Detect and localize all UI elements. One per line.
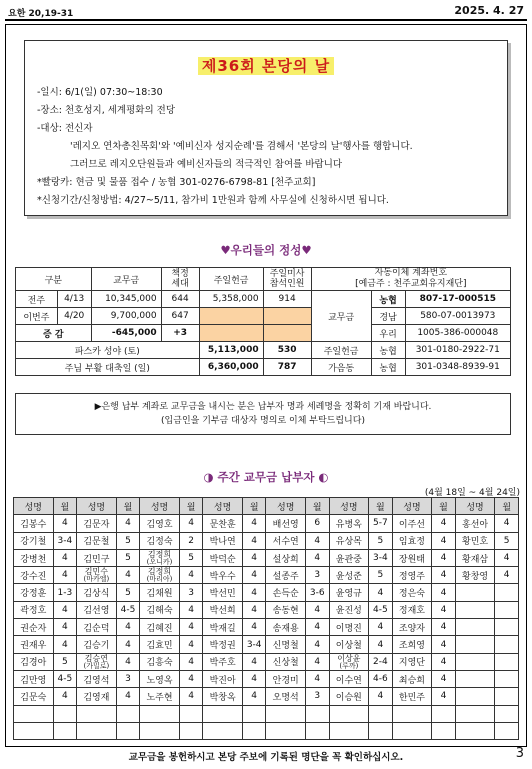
- payer-name: [455, 653, 495, 670]
- payers-period: (4월 18일 ~ 4월 24일): [424, 488, 520, 498]
- payer-name: [455, 636, 495, 653]
- payer-name: [329, 722, 369, 739]
- payer-name: 김승기: [77, 636, 117, 653]
- payer-name: 김흥숙: [140, 653, 180, 670]
- payer-name: [77, 722, 117, 739]
- header-rule: [5, 19, 527, 21]
- payer-name: 김효민: [140, 636, 180, 653]
- col-month: 월: [432, 498, 456, 515]
- payer-month: 4: [179, 688, 203, 705]
- payer-month: 4: [242, 549, 266, 566]
- event-donation: *빨랑카: 현금 및 물품 접수 / 농협 301-0276-6798-81 [천주교회]: [37, 177, 316, 188]
- payer-month: 1-3: [53, 584, 77, 601]
- payer-name: [455, 705, 495, 722]
- payer-month: 2: [179, 532, 203, 549]
- col-households: 책정 세대: [161, 268, 199, 291]
- payer-month: 5: [116, 532, 140, 549]
- payer-name: [77, 705, 117, 722]
- payer-name: 손득순: [266, 584, 306, 601]
- payer-month: [53, 705, 77, 722]
- payer-name: 김채원: [140, 584, 180, 601]
- payer-name: 김승연 (가밀로): [77, 653, 117, 670]
- offering-table: [15, 267, 511, 376]
- col-auto-transfer: 자동이체 계좌번호 [예금주 : 천주교회유지재단]: [311, 268, 510, 291]
- payer-name: 김선영: [77, 601, 117, 618]
- easter-vigil-row: 파스카 성야 (토) 5,113,000 530 주일헌금 농협 301-0180-2922-71: [16, 342, 511, 359]
- col-name: 성명: [14, 498, 54, 515]
- payer-row: [14, 567, 519, 584]
- payer-name: [455, 722, 495, 739]
- payer-name: 김영호: [140, 515, 180, 532]
- payer-name: 강기철: [14, 532, 54, 549]
- payer-month: 3: [179, 584, 203, 601]
- payer-month: 5-7: [369, 515, 393, 532]
- payer-name: 이명진: [329, 619, 369, 636]
- payer-month: [116, 722, 140, 739]
- payer-month: 5: [116, 584, 140, 601]
- payer-month: [369, 705, 393, 722]
- payer-month: 3-4: [53, 532, 77, 549]
- event-description: '레지오 연차총친목회'와 '예비신자 성지순례'를 겸해서 '본당의 날'행사를 행합니다.: [70, 141, 413, 152]
- bulletin-date: 2025. 4. 27: [454, 4, 524, 17]
- event-registration: *신청기간/신청방법: 4/27~5/11, 참가비 1만원과 함께 사무실에 신청하시면 됩니다.: [37, 195, 389, 206]
- payer-name: 윤성준: [329, 567, 369, 584]
- payer-month: 4: [306, 601, 330, 618]
- event-details: [37, 84, 413, 210]
- payer-month: 4: [53, 515, 77, 532]
- payer-month: 4: [242, 653, 266, 670]
- payer-name: 박우수: [203, 567, 243, 584]
- payer-name: [455, 688, 495, 705]
- payer-month: 3-6: [306, 584, 330, 601]
- event-notice-box: [24, 40, 508, 216]
- payer-name: 김봉수: [14, 515, 54, 532]
- payer-month: 4: [369, 619, 393, 636]
- payer-month: 4: [242, 584, 266, 601]
- payer-row: [14, 601, 519, 618]
- offering-row-change: 증 감 -645,000 +3 우리 1005-386-000048: [16, 325, 511, 342]
- payer-name: 권재우: [14, 636, 54, 653]
- payer-name: 노주현: [140, 688, 180, 705]
- payer-name: [14, 722, 54, 739]
- payer-row: [14, 584, 519, 601]
- payer-name: [392, 722, 432, 739]
- gospel-reference: 요한 20,19-31: [8, 9, 74, 19]
- payer-month: 4: [432, 670, 456, 687]
- payer-month: 4: [116, 653, 140, 670]
- payer-name: 강수진: [14, 567, 54, 584]
- payer-name: [455, 670, 495, 687]
- payer-month: 4: [306, 619, 330, 636]
- payer-month: 4: [432, 567, 456, 584]
- payer-name: 문찬훈: [203, 515, 243, 532]
- payer-month: 2-4: [369, 653, 393, 670]
- payer-name: [266, 722, 306, 739]
- col-name: 성명: [392, 498, 432, 515]
- payer-name: 김문자: [77, 515, 117, 532]
- payer-month: 4: [242, 567, 266, 584]
- payer-month: 5: [369, 567, 393, 584]
- payer-month: [495, 705, 519, 722]
- payer-month: 5: [495, 532, 519, 549]
- col-mass-attendance: 주일미사 참석인원: [263, 268, 311, 291]
- payer-name: 김문숙: [14, 688, 54, 705]
- payer-month: [242, 722, 266, 739]
- payer-name: 권순자: [14, 619, 54, 636]
- event-target: -대상: 전신자: [37, 123, 93, 134]
- payer-name: 김문철: [77, 532, 117, 549]
- payer-month: 4: [495, 567, 519, 584]
- payer-name: 박선희: [203, 601, 243, 618]
- col-category: 구분: [16, 268, 92, 291]
- payer-name: 박덕순: [203, 549, 243, 566]
- payer-name: [266, 705, 306, 722]
- payer-name: 정은숙: [392, 584, 432, 601]
- payer-month: 6: [306, 515, 330, 532]
- payer-name: 정영주: [392, 567, 432, 584]
- payer-month: 4: [306, 670, 330, 687]
- payer-month: 5: [116, 549, 140, 566]
- payer-row: [14, 636, 519, 653]
- payer-name: 김혜진: [140, 619, 180, 636]
- payer-month: [432, 722, 456, 739]
- payer-month: 4: [242, 619, 266, 636]
- payer-name: 이주선: [392, 515, 432, 532]
- payer-name: 유병옥: [329, 515, 369, 532]
- payer-month: [306, 705, 330, 722]
- payer-row: [14, 532, 519, 549]
- payers-table: [13, 497, 519, 740]
- payer-name: 김민수 (마카엘): [77, 567, 117, 584]
- payer-name: 장원태: [392, 549, 432, 566]
- payer-month: 4: [242, 532, 266, 549]
- payer-row: [14, 549, 519, 566]
- col-month: 월: [369, 498, 393, 515]
- payer-month: [306, 722, 330, 739]
- payment-note: ▶은행 납부 계좌로 교무금을 내시는 분은 납부자 명과 세례명을 정확히 기재 바랍니다. (입금인을 기부금 대상자 명의로 이체 부탁드립니다): [15, 393, 511, 435]
- payer-month: 4: [53, 567, 77, 584]
- payer-name: 송재용: [266, 619, 306, 636]
- payer-month: 4: [179, 670, 203, 687]
- payer-name: 김경아: [14, 653, 54, 670]
- payer-name: 김정희 (마리아): [140, 567, 180, 584]
- payer-month: 4-5: [53, 670, 77, 687]
- payer-name: 송동현: [266, 601, 306, 618]
- payer-month: 4: [53, 619, 77, 636]
- payer-name: 윤영규: [329, 584, 369, 601]
- payer-name: 박나연: [203, 532, 243, 549]
- payer-month: 4: [369, 584, 393, 601]
- payer-month: 3: [116, 670, 140, 687]
- payer-month: [53, 722, 77, 739]
- payer-month: 4: [242, 515, 266, 532]
- payer-name: 강정훈: [14, 584, 54, 601]
- payer-month: 3-4: [242, 636, 266, 653]
- payer-name: 노영옥: [140, 670, 180, 687]
- col-name: 성명: [266, 498, 306, 515]
- payer-month: [179, 705, 203, 722]
- offering-section-title: ♥우리들의 정성♥: [220, 243, 312, 257]
- payer-month: 4: [53, 601, 77, 618]
- payer-row: [14, 722, 519, 739]
- payer-name: 임효정: [392, 532, 432, 549]
- payer-month: 4: [495, 515, 519, 532]
- payer-month: [369, 722, 393, 739]
- col-gyomugeum: 교무금: [91, 268, 161, 291]
- payer-name: 김상식: [77, 584, 117, 601]
- payer-month: [116, 705, 140, 722]
- payer-name: 황재삼: [455, 549, 495, 566]
- payer-name: 김민구: [77, 549, 117, 566]
- payer-month: 4: [432, 584, 456, 601]
- col-name: 성명: [77, 498, 117, 515]
- event-request: 그러므로 레지오단원들과 예비신자들의 적극적인 참여를 바랍니다: [70, 159, 343, 170]
- payer-month: 4: [179, 567, 203, 584]
- gyomu-account-label: 교무금: [311, 291, 371, 342]
- payer-name: 김정숙: [140, 532, 180, 549]
- payer-month: 4: [432, 549, 456, 566]
- payer-month: 4: [116, 515, 140, 532]
- col-name: 성명: [140, 498, 180, 515]
- payer-month: 4: [179, 619, 203, 636]
- payer-month: 4: [432, 653, 456, 670]
- payer-month: 4: [432, 515, 456, 532]
- payer-name: 박선민: [203, 584, 243, 601]
- payer-month: 4: [369, 636, 393, 653]
- payer-month: 4-5: [116, 601, 140, 618]
- payer-name: 안경미: [266, 670, 306, 687]
- payer-month: 4: [116, 567, 140, 584]
- payer-month: [432, 705, 456, 722]
- payer-name: 김순덕: [77, 619, 117, 636]
- col-sunday-offering: 주일헌금: [199, 268, 263, 291]
- payer-month: 5: [53, 653, 77, 670]
- payer-month: 3: [306, 567, 330, 584]
- payer-name: 윤관중: [329, 549, 369, 566]
- payer-row: [14, 515, 519, 532]
- col-month: 월: [179, 498, 203, 515]
- payer-month: 4: [432, 601, 456, 618]
- payer-month: [495, 688, 519, 705]
- col-name: 성명: [329, 498, 369, 515]
- payer-row: [14, 688, 519, 705]
- payer-month: 3: [306, 688, 330, 705]
- payer-name: 박정권: [203, 636, 243, 653]
- col-name: 성명: [203, 498, 243, 515]
- payer-name: 지영단: [392, 653, 432, 670]
- payer-month: 4: [179, 636, 203, 653]
- payer-month: 4: [179, 653, 203, 670]
- payer-month: 4: [432, 619, 456, 636]
- payer-month: 4: [179, 601, 203, 618]
- payer-name: [392, 705, 432, 722]
- payer-name: [455, 601, 495, 618]
- payer-name: 정재호: [392, 601, 432, 618]
- payer-name: [140, 722, 180, 739]
- payer-row: [14, 670, 519, 687]
- col-month: 월: [116, 498, 140, 515]
- payer-month: 4: [369, 688, 393, 705]
- payer-name: [203, 722, 243, 739]
- col-month: 월: [495, 498, 519, 515]
- payer-month: [495, 670, 519, 687]
- payer-name: 서수연: [266, 532, 306, 549]
- payer-name: 김정희 (오니카): [140, 549, 180, 566]
- payer-name: 황민호: [455, 532, 495, 549]
- payer-name: 황창영: [455, 567, 495, 584]
- payer-month: 4: [242, 688, 266, 705]
- payer-row: [14, 653, 519, 670]
- event-place: -장소: 천호성지, 세계평화의 전당: [37, 105, 176, 116]
- payer-name: 이수연: [329, 670, 369, 687]
- payer-month: [495, 601, 519, 618]
- event-date: -일시: 6/1(일) 07:30~18:30: [37, 87, 163, 98]
- payer-name: 이상철: [329, 636, 369, 653]
- payer-month: 4: [53, 549, 77, 566]
- payer-name: 조양자: [392, 619, 432, 636]
- page-number: 3: [515, 746, 524, 761]
- offering-row-previous: 전주 4/13 10,345,000 644 5,358,000 914 교무금 농협 807-17-000515: [16, 291, 511, 308]
- payer-month: 4: [179, 515, 203, 532]
- payer-name: [455, 619, 495, 636]
- payer-month: [179, 722, 203, 739]
- payer-name: 조희영: [392, 636, 432, 653]
- payer-name: 오명석: [266, 688, 306, 705]
- payer-month: 4: [306, 532, 330, 549]
- col-month: 월: [306, 498, 330, 515]
- payer-month: [495, 722, 519, 739]
- payer-name: 설종주: [266, 567, 306, 584]
- payer-month: 4: [116, 619, 140, 636]
- payer-month: 5: [369, 532, 393, 549]
- payer-name: 이상윤 (루까): [329, 653, 369, 670]
- payer-name: 홍선아: [455, 515, 495, 532]
- payer-name: 강병천: [14, 549, 54, 566]
- payer-name: 곽정호: [14, 601, 54, 618]
- payer-name: 박창옥: [203, 688, 243, 705]
- payer-month: 4: [116, 636, 140, 653]
- payer-name: 유상목: [329, 532, 369, 549]
- footer-note: 교무금을 봉헌하시고 본당 주보에 기록된 명단을 꼭 확인하십시오.: [128, 752, 404, 763]
- easter-sunday-row: 주님 부활 대축일 (일) 6,360,000 787 가음동 농협 301-0348-8939-91: [16, 359, 511, 376]
- col-month: 월: [53, 498, 77, 515]
- payer-month: 4: [116, 688, 140, 705]
- payer-month: 4: [242, 670, 266, 687]
- offering-row-current: 이번주 4/20 9,700,000 647 경남 580-07-0013973: [16, 308, 511, 325]
- payer-name: 설상희: [266, 549, 306, 566]
- payer-name: 박재길: [203, 619, 243, 636]
- payer-name: 한민주: [392, 688, 432, 705]
- payer-name: [203, 705, 243, 722]
- payer-name: 배선영: [266, 515, 306, 532]
- payer-name: 이승원: [329, 688, 369, 705]
- payer-month: [242, 705, 266, 722]
- payer-month: 4: [306, 549, 330, 566]
- payer-row: [14, 619, 519, 636]
- col-name: 성명: [455, 498, 495, 515]
- payers-header-row: [14, 498, 519, 515]
- payer-month: 5: [179, 549, 203, 566]
- col-month: 월: [242, 498, 266, 515]
- payer-month: 4: [432, 636, 456, 653]
- payer-name: [140, 705, 180, 722]
- payer-month: 4: [306, 636, 330, 653]
- payer-month: 4: [242, 601, 266, 618]
- payer-month: 4: [432, 532, 456, 549]
- payer-name: 윤진성: [329, 601, 369, 618]
- payer-name: 김만영: [14, 670, 54, 687]
- payer-name: 박주호: [203, 653, 243, 670]
- payer-name: 김해숙: [140, 601, 180, 618]
- payer-month: 4: [495, 549, 519, 566]
- payers-section-title: ◑ 주간 교무금 납부자 ◐: [203, 470, 329, 484]
- event-title: 제36회 본당의 날: [25, 55, 507, 76]
- payer-month: 4: [53, 688, 77, 705]
- payer-name: [455, 584, 495, 601]
- payer-name: 신상철: [266, 653, 306, 670]
- payer-name: 신명철: [266, 636, 306, 653]
- payer-name: [329, 705, 369, 722]
- payer-month: [495, 619, 519, 636]
- payer-month: 4: [53, 636, 77, 653]
- payer-month: 4: [306, 653, 330, 670]
- payer-month: [495, 584, 519, 601]
- payer-month: 4-6: [369, 670, 393, 687]
- payer-name: 김영석: [77, 670, 117, 687]
- payer-month: [495, 636, 519, 653]
- payer-month: [495, 653, 519, 670]
- payer-row: [14, 705, 519, 722]
- payer-name: 박진아: [203, 670, 243, 687]
- payer-name: [14, 705, 54, 722]
- payer-month: 4-5: [369, 601, 393, 618]
- payer-month: 3-4: [369, 549, 393, 566]
- payer-month: 4: [432, 688, 456, 705]
- payer-name: 김영재: [77, 688, 117, 705]
- payer-name: 최승희: [392, 670, 432, 687]
